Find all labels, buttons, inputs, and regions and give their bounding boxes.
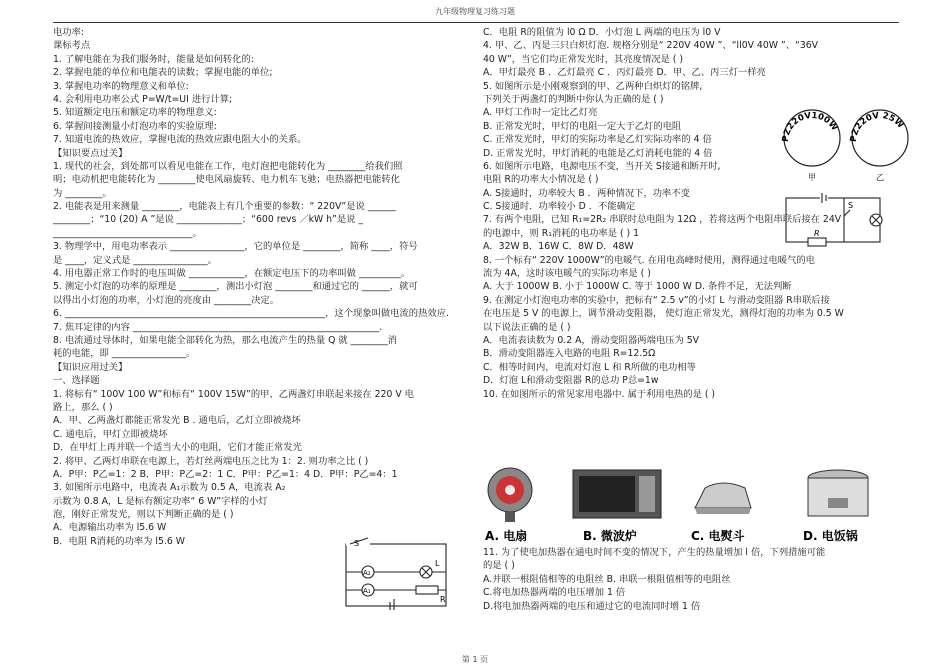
iron-image xyxy=(695,483,751,514)
right-lines-line: D．灯泡 L和滑动变阻器 R的总功 P总=1w xyxy=(483,375,659,387)
left-lines-line: 以得出小灯泡的功率，小灯泡的亮度由 ________决定。 xyxy=(53,294,280,306)
right-lines-line: C. 正常发光时，甲灯的实际功率是乙灯实际功率的 4 倍 xyxy=(483,134,712,146)
left-lines-line: 课标考点 xyxy=(53,40,91,52)
page-footer: 第 1 页 xyxy=(461,655,489,664)
right-lines-b-line: 的是 ( ) xyxy=(483,560,515,572)
appliance-label-d: D. 电饭锅 xyxy=(803,529,858,543)
left-lines-line: ______________________________。 xyxy=(53,227,202,239)
left-lines-line: 5. 测定小灯泡的功率的原理是 ________，测出小灯泡 ________和通过它的 ______，就可 xyxy=(53,281,418,293)
header-rule xyxy=(53,22,899,23)
right-lines-line: 10. 在如图所示的常见家用电器中. 属于利用电热的是 ( ) xyxy=(483,388,716,400)
right-lines-b-line: 11. 为了使电加热器在通电时间不变的情况下，产生的热量增加 l 倍，下列措施可能 xyxy=(483,547,826,558)
fan-image xyxy=(488,468,532,522)
left-lines-line: 5. 知道额定电压和额定功率的物理意义: xyxy=(53,107,217,119)
q3-label-r: R xyxy=(440,595,446,604)
right-lines-line: B. 正常发光时，甲灯的电阻一定大于乙灯的电阻 xyxy=(483,120,682,132)
right-lines-line: 以下说法正确的是 ( ) xyxy=(483,321,571,333)
left-lines-line: A．甲、乙两盏灯都能正常发光 B . 通电后，乙灯立即被烧坏 xyxy=(53,415,301,427)
right-lines-line: 在电压是 5 V 的电源上，调节滑动变阻器， 使灯泡正常发光，测得灯泡的功率为 0.5 W xyxy=(483,308,844,320)
left-lines-line: 3. 掌握电功率的物理意义和单位: xyxy=(53,80,189,92)
page-header: 九年级物理复习练习题 xyxy=(435,7,515,16)
q3-label-a1: A₁ xyxy=(363,587,371,595)
left-lines-line: 7. 焦耳定律的内容 _____________________________________________________. xyxy=(53,321,383,333)
left-lines-line: ________；“10 (20) A ”是说 ______________；“600 revs ／kW h”是说 _ xyxy=(53,214,364,226)
right-lines-line: 9. 在测定小灯泡电功率的实验中，把标有“ 2.5 v”的小灯 L 与滑动变阻器 R串联后接 xyxy=(483,294,830,306)
left-lines-line: 耗的电能，即 ________________。 xyxy=(53,348,196,360)
bulb1-rating: PZ220V100W xyxy=(780,110,840,143)
left-lines-line: 明；电动机把电能转化为 ________使电风扇旋转、电力机车飞驰；电热器把电能转化 xyxy=(53,174,400,186)
left-lines-line: 4. 会利用电功率公式 P=W/t=UI 进行计算; xyxy=(53,93,233,105)
right-lines-line: B．滑动变阻器连入电路的电阻 R=12.5Ω xyxy=(483,348,656,360)
circuit-figure-q6 xyxy=(780,192,890,248)
left-lines-line: A．电源输出功率为 l5.6 W xyxy=(53,522,167,534)
right-lines-line: 6. 如图所示电路，电源电压不变，当开关 S接通和断开时, xyxy=(483,160,721,172)
right-lines-line: A．电流表读数为 0.2 A，滑动变阻器两端电压为 5V xyxy=(483,334,699,346)
right-lines-line: C．电阻 R的阻值为 l0 Ω D．小灯泡 L 两端的电压为 l0 V xyxy=(483,27,721,38)
left-lines-line: 1. 了解电能在为我们服务时，能量是如何转化的: xyxy=(53,53,254,65)
right-lines-line: 流为 4A，这时该电暖气的实际功率是 ( ) xyxy=(483,268,651,280)
microwave-image xyxy=(573,470,661,518)
left-lines-line: B．电阻 R消耗的功率为 l5.6 W xyxy=(53,535,185,547)
right-lines-line: 4. 甲、乙、丙是三只白炽灯泡. 规格分别是“ 220V 40W ”、“ll0V 40W ”、“36V xyxy=(483,40,819,52)
left-lines-line: 6. 掌握间接测量小灯泡功率的实验原理: xyxy=(53,120,217,132)
right-lines-line: 7. 有两个电阻，已知 R₁=2R₂ 串联时总电阻为 12Ω ，若将这两个电阻串联后接在 24V xyxy=(483,214,842,226)
rice-cooker-image xyxy=(808,470,868,516)
left-lines-line: 示数为 0.8 A，L 是标有额定功率“ 6 W”字样的小灯 xyxy=(53,495,268,507)
left-lines-line: 2. 电能表是用来测量 ________，电能表上有几个重要的参数：“ 220V”是说 ______ xyxy=(53,201,396,213)
left-lines-line: 为 ________。 xyxy=(53,187,112,199)
left-lines-line: 【知识应用过关】 xyxy=(53,361,128,373)
bulb2-caption: 乙 xyxy=(876,173,884,182)
right-lines-line: A．32W B．16W C．8W D．48W xyxy=(483,241,634,253)
left-lines-line: 2. 将甲、乙两灯串联在电源上，若灯丝两端电压之比为 1：2. 则功率之比 ( ) xyxy=(53,455,369,467)
left-lines-line: 电功率: xyxy=(53,27,85,38)
right-lines-line: 8. 一个标有“ 220V 1000W”的电暖气. 在用电高峰时使用，测得通过电暖气的电 xyxy=(483,254,815,266)
left-lines-line: 路上，那么 ( ) xyxy=(53,401,113,413)
right-lines-line: 电阻 R的功率大小情况是 ( ) xyxy=(483,174,599,186)
left-lines-line: D．在甲灯上再并联一个适当大小的电阻，它们才能正常发光 xyxy=(53,442,302,454)
left-lines-line: 一、选择题 xyxy=(53,375,100,387)
right-lines-line: C. S接通时．功率较小 D ．不能确定 xyxy=(483,201,636,213)
q6-label-r: R xyxy=(814,229,820,238)
bulb1-caption: 甲 xyxy=(808,173,816,182)
q3-label-l: L xyxy=(435,559,440,568)
q6-label-s: S xyxy=(848,201,854,210)
left-lines-line: 4. 用电器正常工作时的电压叫做 ____________，在额定电压下的功率叫做 _________。 xyxy=(53,268,411,280)
left-lines-line: 1. 现代的社会，到处都可以看见电能在工作，电灯泡把电能转化为 ________给我们照 xyxy=(53,160,403,172)
left-lines-line: 2. 掌握电能的单位和电能表的读数；掌握电能的单位; xyxy=(53,67,273,79)
right-lines-line: 下列关于两盏灯的判断中你认为正确的是 ( ) xyxy=(483,93,664,105)
right-lines-line: A．甲灯最亮 B ．乙灯最亮 C ．丙灯最亮 D．甲、乙、丙三灯一样亮 xyxy=(483,67,766,79)
right-lines-b-line: C.将电加热器两端的电压增加 1 倍 xyxy=(483,587,626,599)
left-lines-line: 是 ____，定义式是 ________________。 xyxy=(53,254,217,266)
circuit-figure-q3 xyxy=(330,536,460,610)
right-lines-b-line: D.将电加热器两端的电压和通过它的电流同时增 1 倍 xyxy=(483,600,701,612)
left-lines-line: 3. 如图所示电路中，电流表 A₁示数为 0.5 A，电流表 A₂ xyxy=(53,482,286,494)
appliance-label-c: C. 电熨斗 xyxy=(691,529,745,543)
right-lines-line: A. 大于 1000W B. 小于 1000W C. 等于 1000 W D. 条件不足，无法判断 xyxy=(483,281,792,293)
right-lines-line: A. S接通时，功率较大 B ．两种情况下，功率不变 xyxy=(483,187,690,199)
right-lines-line: C．相等时间内，电流对灯泡 L 和 R所做的电功相等 xyxy=(483,361,696,373)
left-lines-line: 泡，刚好正常发光，则以下判断正确的是 ( ) xyxy=(53,509,234,521)
left-lines-line: 【知识要点过关】 xyxy=(53,147,128,159)
right-lines-line: 40 W”，当它们均正常发光时，其亮度情况是 ( ) xyxy=(483,53,684,65)
right-lines-line: 5. 如图所示是小刚观察到的甲、乙两种白炽灯的铭牌, xyxy=(483,80,703,92)
bulb-nameplates-figure xyxy=(778,108,918,182)
appliances-figure xyxy=(483,460,903,546)
left-lines-line: 7. 知道电流的热效应，掌握电流的热效应跟电阻大小的关系。 xyxy=(53,134,307,146)
right-lines-line: D. 正常发光时，甲灯消耗的电能是乙灯消耗电能的 4 倍 xyxy=(483,147,713,159)
left-lines-line: C. 通电后，甲灯立即被烧坏 xyxy=(53,428,168,440)
appliance-label-b: B. 微波炉 xyxy=(583,529,637,543)
right-lines-line: A. 甲灯工作时一定比乙灯亮 xyxy=(483,107,598,119)
appliance-label-a: A. 电扇 xyxy=(485,529,528,543)
left-lines-line: 1. 将标有“ 100V 100 W”和标有“ 100V 15W”的甲、乙两盏灯串联起来接在 220 V 电 xyxy=(53,388,414,400)
right-lines-line: 的电源中，则 R₁消耗的电功率是 ( ) 1 xyxy=(483,227,640,239)
q3-label-s: S xyxy=(354,539,360,548)
bulb2-rating: PZ220V 25W xyxy=(848,110,906,143)
left-lines-line: 8. 电流通过导体时，如果电能全部转化为热，那么电流产生的热量 Q 就 ________消 xyxy=(53,334,398,346)
left-column xyxy=(53,26,468,548)
q3-label-a2: A₂ xyxy=(363,569,371,577)
right-column-lower xyxy=(483,546,825,613)
left-lines-line: 3. 物理学中，用电功率表示 ________________，它的单位是 ________，简称 ____，符号 xyxy=(53,241,418,253)
left-lines-line: A．P甲：P乙=1：2 B．P甲：P乙=2：1 C．P甲：P乙=1：4 D．P甲：P乙=4：1 xyxy=(53,468,398,480)
left-lines-line: 6. ________________________________________________________，这个现象叫做电流的热效应. xyxy=(53,308,449,320)
right-lines-b-line: A.并联一根阻值相等的电阻丝 B. 串联一根阻值相等的电阻丝 xyxy=(483,573,731,585)
